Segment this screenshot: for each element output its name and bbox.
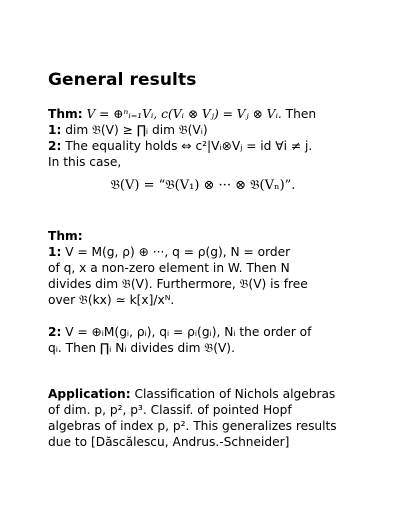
thm2-item2-line-1 xyxy=(48,324,358,340)
application xyxy=(48,386,358,450)
thm1-item2-num: 2: xyxy=(48,139,62,153)
slide-title: General results xyxy=(48,70,197,90)
thm1-display-formula: 𝔅(V) = “𝔅(V₁) ⊗ ··· ⊗ 𝔅(Vₙ)”. xyxy=(110,178,296,193)
theorem-2 xyxy=(48,228,358,356)
application-line-1 xyxy=(48,386,358,402)
thm2-item1-line-2: of q, x a non-zero element in W. Then N xyxy=(48,261,290,275)
thm2-item1-line-4: over 𝔅(kx) ≃ k[x]/xᴺ. xyxy=(48,293,175,307)
thm1-item1-num: 1: xyxy=(48,123,62,137)
thm1-label: Thm: xyxy=(48,107,83,121)
thm1-line-4: In this case, xyxy=(48,155,122,169)
thm2-item1-l1: V = M(g, ρ) ⊕ ···, q = ρ(g), N = order xyxy=(65,245,291,259)
thm1-formula: V = ⊕ⁿᵢ₌₁Vᵢ, c(Vᵢ ⊗ Vⱼ) = Vⱼ ⊗ Vᵢ. xyxy=(86,107,282,121)
application-l1: Classification of Nichols algebras xyxy=(134,387,336,401)
thm2-item2-l1: V = ⊕ᵢM(gᵢ, ρᵢ), qᵢ = ρᵢ(gᵢ), Nᵢ the order of xyxy=(65,325,312,339)
application-label: Application: xyxy=(48,387,131,401)
thm2-item1-line-3: divides dim 𝔅(V). Furthermore, 𝔅(V) is free xyxy=(48,277,308,291)
application-line-2: of dim. p, p², p³. Classif. of pointed Hopf xyxy=(48,403,292,417)
thm2-item2-num: 2: xyxy=(48,325,62,339)
thm1-item-1 xyxy=(48,122,358,138)
application-line-4: due to [Dăscălescu, Andrus.-Schneider] xyxy=(48,435,290,449)
thm1-item-2 xyxy=(48,138,358,154)
theorem-1 xyxy=(48,106,358,194)
thm2-label: Thm: xyxy=(48,229,83,243)
thm1-item1-text: dim 𝔅(V) ≥ ∏ᵢ dim 𝔅(Vᵢ) xyxy=(65,123,208,137)
thm2-item1-num: 1: xyxy=(48,245,62,259)
thm1-line-1 xyxy=(48,106,358,122)
application-line-3: algebras of index p, p². This generalizes results xyxy=(48,419,337,433)
thm2-item2-line-2: qᵢ. Then ∏ᵢ Nᵢ divides dim 𝔅(V). xyxy=(48,341,235,355)
thm1-tail: Then xyxy=(285,107,317,121)
thm2-item1-line-1 xyxy=(48,244,358,260)
thm1-item2-text: The equality holds ⇔ c²|Vᵢ⊗Vⱼ = id ∀i ≠ j. xyxy=(65,139,313,153)
